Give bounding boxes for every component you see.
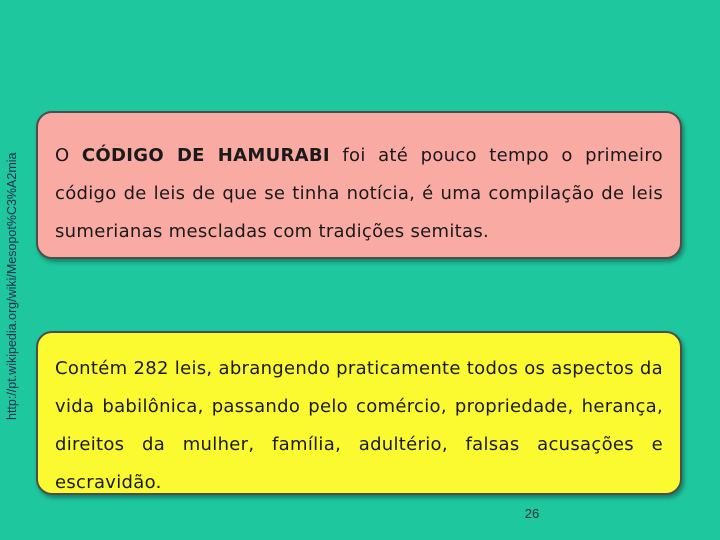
code-title: CÓDIGO DE HAMURABI [81,145,330,166]
intro-rest: foi até pouco tempo o primeiro código de leis de que se tinha notícia, é uma compilação de leis sumerianas mescladas com tradições semitas. [55,145,663,242]
intro-textbox [36,111,682,259]
source-url: http://pt.wikipedia.org/wiki/Mesopot%C3%A2mia [5,152,19,420]
laws-textbox [36,331,682,495]
laws-paragraph: Contém 282 leis, abrangendo praticamente todos os aspectos da vida babilônica, passando pelo comércio, propriedade, herança, direitos da mulher, família, adultério, falsas acusações e escravidão. [55,358,663,493]
intro-paragraph [55,137,663,251]
intro-prefix: O [55,145,82,166]
page-number: 26 [524,506,540,521]
